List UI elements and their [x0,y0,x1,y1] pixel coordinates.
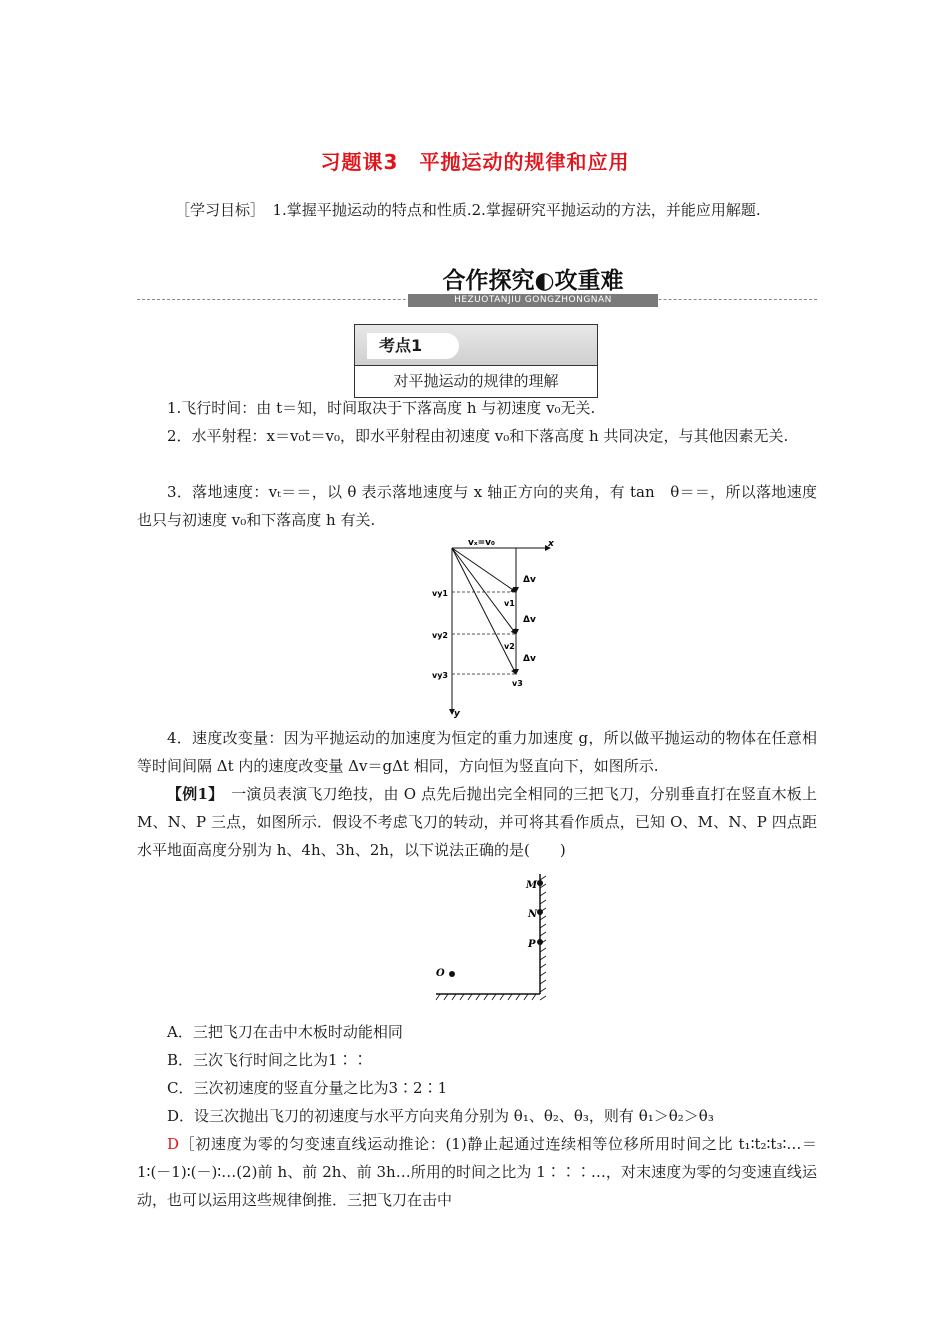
kaodian-box [354,324,598,398]
point-4: 4．速度改变量：因为平抛运动的加速度为恒定的重力加速度 g，所以做平抛运动的物体在任意相等时间间隔 Δt 内的速度改变量 Δv＝gΔt 相同，方向恒为竖直向下，如图所示. [137,729,817,775]
point-o [449,971,455,977]
point-n [537,909,543,915]
label-p: P [528,939,536,950]
option-a: A．三把飞刀在击中木板时动能相同 [167,1023,403,1041]
learning-objectives: ［学习目标］ 1.掌握平抛运动的特点和性质.2.掌握研究平抛运动的方法，并能应用解题. [175,201,761,219]
dv-label-2: Δv [523,615,536,625]
banner-title: 合作探究◐攻重难 [442,268,624,294]
v2-arrow [452,548,516,634]
x-axis-label: x [548,539,554,549]
dv-label-3: Δv [523,654,536,664]
v1-arrow [452,548,516,592]
vy3-label: vy3 [432,671,448,680]
point-p [537,939,543,945]
v1-label: v1 [504,599,515,608]
v2-label: v2 [504,642,515,651]
v3-arrow [452,548,516,674]
page-title: 习题课3 平抛运动的规律和应用 [320,150,630,174]
section-banner [408,262,658,308]
example-1 [137,780,817,864]
wall-hatching [540,876,546,1000]
vy2-label: vy2 [432,631,448,640]
option-d: D．设三次抛出飞刀的初速度与水平方向夹角分别为 θ₁、θ₂、θ₃，则有 θ₁＞θ₂＞θ₃ [167,1107,714,1125]
vx-label: vₓ=v₀ [468,538,495,548]
label-o: O [436,968,445,979]
dv-label-1: Δv [523,575,536,585]
answer-explanation [137,1130,817,1214]
kaodian-header [355,325,597,366]
answer-letter: D [167,1135,180,1153]
y-axis-label: y [454,709,460,719]
label-n: N [528,909,538,920]
answer-text: ［初速度为零的匀变速直线运动推论：(1)静止起通过连续相等位移所用时间之比 t₁∶t₂∶t₃∶…＝1∶(－1)∶(－)∶…(2)前 h、前 2h、前 3h…所用的时间之比为 1∶∶∶…，对末速度为零的匀变速直线运动，也可以运用这些规律倒推．三把飞刀在击中 [137,1135,817,1209]
example-tag: 【例1】 [167,785,216,803]
v3-label: v3 [512,679,523,688]
banner-subtitle: HEZUOTANJIU GONGZHONGNAN [408,294,658,307]
point-3: 3．落地速度：vₜ＝＝，以 θ 表示落地速度与 x 轴正方向的夹角，有 tan θ＝＝，所以落地速度也只与初速度 v₀和下落高度 h 有关. [137,483,817,529]
kaodian-subtitle: 对平抛运动的规律的理解 [393,372,559,390]
velocity-diagram [420,536,570,720]
label-m: M [526,880,538,891]
example-text: 一演员表演飞刀绝技，由 O 点先后抛出完全相同的三把飞刀，分别垂直打在竖直木板上 M、N、P 三点，如图所示．假设不考虑飞刀的转动，并可将其看作质点，已知 O、M、N、P 四点距水平地面高度分别为 h、4h、3h、2h，以下说法正确的是( ) [137,785,817,859]
point-1: 1.飞行时间：由 t＝知，时间取决于下落高度 h 与初速度 v₀无关. [167,399,596,417]
ground-hatching [436,994,536,1000]
point-2: 2．水平射程：x＝v₀t＝v₀，即水平射程由初速度 v₀和下落高度 h 共同决定，与其他因素无关. [167,427,789,445]
kaodian-tag: 考点1 [367,333,459,359]
knife-diagram [430,868,560,1010]
vy1-label: vy1 [432,589,448,598]
point-m [537,880,543,886]
option-c: C．三次初速度的竖直分量之比为3∶2∶1 [167,1079,448,1097]
option-b: B．三次飞行时间之比为1∶∶ [167,1051,368,1069]
